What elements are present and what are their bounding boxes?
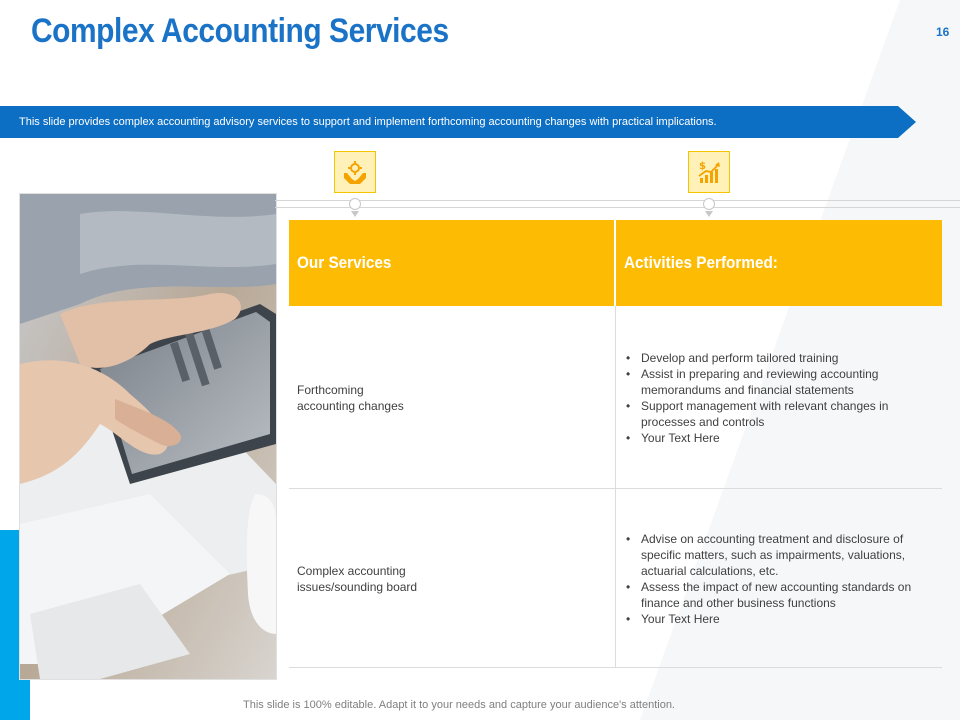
timeline-line [275, 200, 960, 208]
table-row-activities [623, 350, 933, 446]
list-item: • Advise on accounting treatment and disclosure of specific matters, such as impairments, valuations, actuarial calculations, etc. [623, 531, 933, 579]
column-divider [615, 306, 616, 668]
table-header-services [289, 220, 614, 306]
table-row-service [297, 382, 597, 414]
table-row-service [297, 563, 597, 595]
table-row-activities [623, 531, 933, 627]
list-item: • Support management with relevant changes in processes and controls [623, 398, 933, 430]
subtitle-text: This slide provides complex accounting advisory services to support and implement forthcoming accounting changes with practical implications. [19, 116, 717, 128]
service-line: Forthcoming [297, 383, 364, 397]
dollar-growth-chart-icon [696, 159, 722, 185]
list-item: • Your Text Here [623, 430, 933, 446]
service-line: Complex accounting [297, 564, 406, 578]
service-line: issues/sounding board [297, 580, 418, 594]
list-item: • Assess the impact of new accounting standards on finance and other business functions [623, 579, 933, 611]
hands-gear-icon [342, 159, 368, 185]
slide-title: Complex Accounting Services [31, 12, 449, 50]
service-line: accounting changes [297, 399, 404, 413]
row-divider [289, 667, 942, 668]
list-item: • Develop and perform tailored training [623, 350, 933, 366]
footer-note: This slide is 100% editable. Adapt it to your needs and capture your audience's attention. [243, 699, 675, 711]
timeline-marker [703, 198, 715, 210]
header-label: Activities Performed: [624, 253, 778, 272]
timeline-marker-tip [351, 211, 359, 217]
page-number: 16 [936, 25, 950, 39]
svg-text:$: $ [699, 161, 706, 172]
row-divider [289, 488, 942, 489]
header-label: Our Services [297, 253, 392, 272]
timeline-marker [349, 198, 361, 210]
business-photo [19, 193, 277, 680]
timeline-marker-tip [705, 211, 713, 217]
subtitle-banner [0, 106, 916, 138]
table-header-activities [616, 220, 942, 306]
activities-icon-box [688, 151, 730, 193]
list-item: • Your Text Here [623, 611, 933, 627]
services-icon-box [334, 151, 376, 193]
list-item: • Assist in preparing and reviewing accounting memorandums and financial statements [623, 366, 933, 398]
